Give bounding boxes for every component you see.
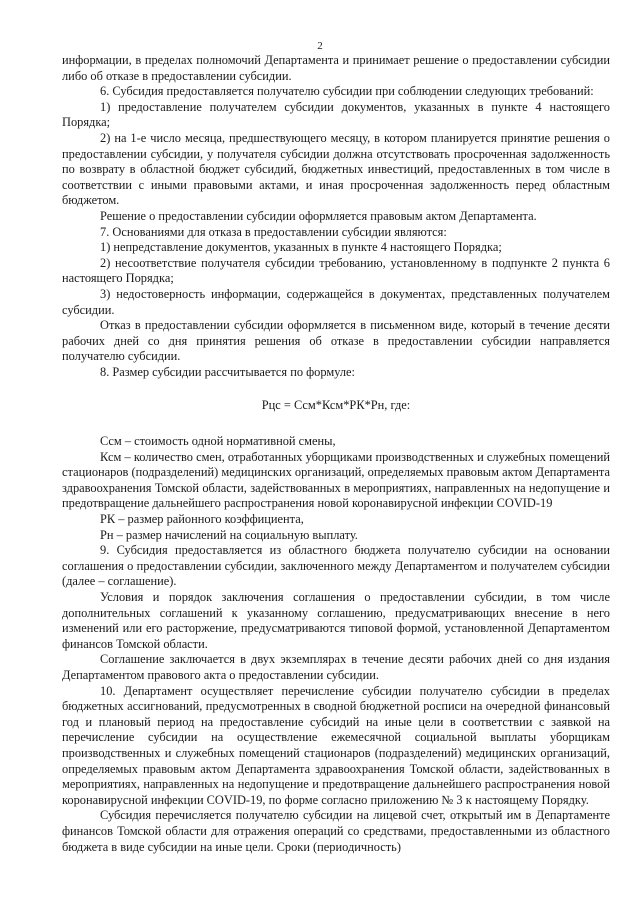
paragraph: 2) несоответствие получателя субсидии требованию, установленному в подпункте 2 пункта 6 настоящего Порядка; [62,255,610,286]
definition: Рн – размер начислений на социальную выплату. [100,527,358,542]
paragraph: Отказ в предоставлении субсидии оформляется в письменном виде, который в течение десяти рабочих дней со дня принятия решения об отказе в предоставлении субсидии направляется получателю субсидии. [62,318,610,364]
paragraph: 6. Субсидия предоставляется получателю субсидии при соблюдении следующих требований: [100,84,594,99]
definition: Ссм – стоимость одной нормативной смены, [100,434,336,449]
paragraph: информации, в пределах полномочий Департамента и принимает решение о предоставлении субсидии либо об отказе в предоставлении субсидии. [62,53,610,83]
paragraph: Соглашение заключается в двух экземплярах в течение десяти рабочих дней со дня издания Департаментом правового акта о предоставлении субсидии. [62,652,610,682]
page-number: 2 [317,40,323,52]
paragraph: Субсидия перечисляется получателю субсидии на лицевой счет, открытый им в Департаменте финансов Томской области для отражения операций со средствами, предоставленными из областного бюджета в виде субсидии на иные цели. Сроки (периодичность) [62,808,610,854]
paragraph: 8. Размер субсидии рассчитывается по формуле: [100,364,355,379]
document-body [62,53,610,855]
paragraph: 10. Департамент осуществляет перечисление субсидии получателю субсидии в пределах бюджетных ассигнований, предусмотренных в сводной бюджетной росписи на очередной финансовый год и плановый период на предоставление субсидий на иные цели в соответствии с заявкой на перечисление субсидии на осуществление ежемесячной социальной выплаты уборщикам производственных и служебных помещений стационаров (подразделений) медицинских организаций, определяемых правовым актом Департамента здравоохранения Томской области, задействованных в мероприятиях, направленных на недопущение и предотвращение дальнейшего распространения новой коронавирусной инфекции COVID-19, по форме согласно приложению № 3 к настоящему Порядку. [62,683,610,807]
definition: РК – размер районного коэффициента, [100,512,304,527]
paragraph: 2) на 1-е число месяца, предшествующего месяцу, в котором планируется принятие решения о предоставлении субсидии, у получателя субсидии должна отсутствовать просроченная задолженность по возврату в областной бюджет субсидий, бюджетных инвестиций, предоставленных в том числе в соответствии с иными правовыми актами, и иная просроченная задолженность перед областным бюджетом. [62,130,610,208]
paragraph: 1) непредставление документов, указанных в пункте 4 настоящего Порядка; [100,240,502,255]
definition: Ксм – количество смен, отработанных уборщиками производственных и служебных помещений стационаров (подразделений) медицинских организаций, определяемых правовым актом Департамента здравоохранения Томской области, задействованных в мероприятиях, направленных на недопущение и предотвращение дальнейшего распространения новой коронавирусной инфекции COVID-19 [62,449,610,511]
paragraph: 1) предоставление получателем субсидии документов, указанных в пункте 4 настоящего Порядка; [62,99,610,130]
paragraph: 3) недостоверность информации, содержащейся в документах, представленных получателем субсидии. [62,286,610,317]
paragraph: Условия и порядок заключения соглашения о предоставлении субсидии, в том числе дополнительных соглашений к указанному соглашению, предусматривающих внесение в него изменений или его расторжение, предусматриваются типовой формой, установленной Департаментом финансов Томской области. [62,590,610,651]
paragraph: 7. Основаниями для отказа в предоставлении субсидии являются: [100,224,447,239]
paragraph: 9. Субсидия предоставляется из областного бюджета получателю субсидии на основании соглашения о предоставлении субсидии, заключенного между Департаментом и получателем субсидии (далее – соглашение). [62,543,610,589]
paragraph: Решение о предоставлении субсидии оформляется правовым актом Департамента. [100,208,537,223]
formula: Рцс = Ссм*Ксм*РК*Рн, где: [261,398,411,413]
